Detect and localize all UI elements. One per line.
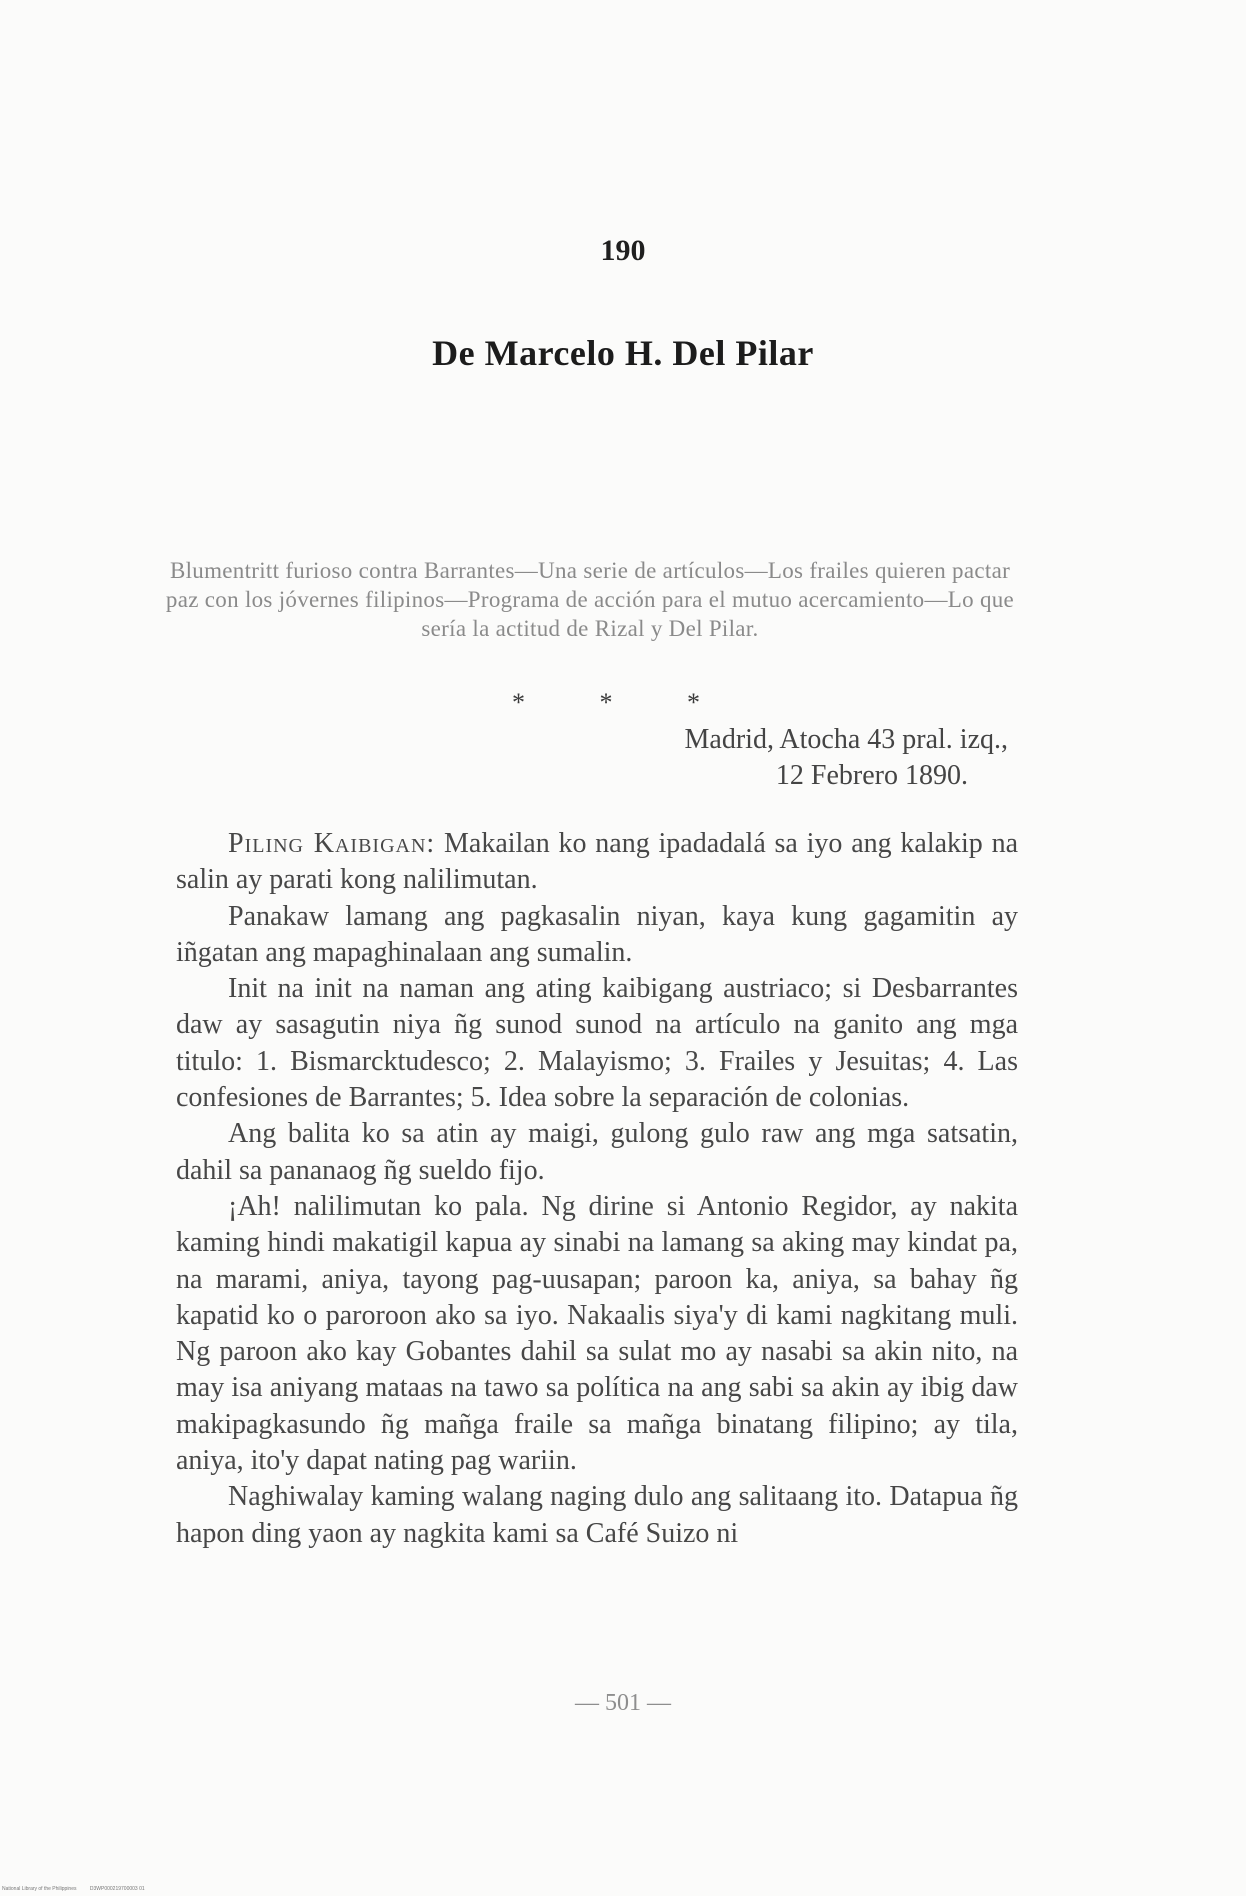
- scan-footer: [2, 1886, 157, 1892]
- paragraph-6: Naghiwalay kaming walang naging dulo ang salitaang ito. Datapua ñg hapon ding yaon ay nagkita kami sa Café Suizo ni: [176, 1481, 1018, 1549]
- page-number: 190: [600, 234, 646, 267]
- salutation: Piling Kaibigan:: [228, 828, 436, 859]
- letter-title: De Marcelo H. Del Pilar: [432, 333, 814, 373]
- footer-reference: D3WP000219700003 01: [89, 1886, 145, 1892]
- paragraph-3: Init na init na naman ang ating kaibigang austriaco; si Desbarrantes daw ay sasagutin niya ñg sunod sunod na artículo na ganito ang mga titulo: 1. Bismarcktudesco; 2. Malayismo; 3. Frailes y Jesuitas; 4. Las confesiones de Barrantes; 5. Idea sobre la separación de colonias.: [176, 973, 1018, 1114]
- paragraph-4: Ang balita ko sa atin ay maigi, gulong gulo raw ang mga satsatin, dahil sa pananaog ñg sueldo fijo.: [176, 1118, 1018, 1186]
- footer-library: National Library of the Philippines: [2, 1886, 77, 1892]
- place-and-date: [685, 722, 1008, 794]
- paragraph-5: ¡Ah! nalilimutan ko pala. Ng dirine si Antonio Regidor, ay nakita kaming hindi makatigil kapua ay sinabi na lamang sa aking may kindat pa, na marami, aniya, tayong pag-uusapan; paroon ka, aniya, sa bahay ñg kapatid ko o paroroon ako sa iyo. Nakaalis siya'y di kami nagkitang muli. Ng paroon ako kay Gobantes dahil sa sulat mo ay nasabi sa akin nito, na may isa aniyang mataas na tawo sa política na ang sabi sa akin ay ibig daw makipagkasundo ñg mañga fraile sa mañga binatang filipino; ay tila, aniya, ito'y dapat nating pag wariin.: [176, 1190, 1018, 1477]
- letter-summary: Blumentritt furioso contra Barrantes—Una serie de artículos—Los frailes quieren pactar paz con los jóvernes filipinos—Programa de acción para el mutuo acercamiento—Lo que sería la actitud de Rizal y Del Pilar.: [165, 558, 1015, 641]
- date-line: 12 Febrero 1890.: [775, 760, 968, 791]
- paragraph-text: Makailan ko nang ipadadalá sa iyo ang kalakip na salin ay parati kong nalilimutan.: [176, 828, 1019, 896]
- letter-body: [176, 826, 1018, 1552]
- folio-number: — 501 —: [575, 1690, 671, 1716]
- place-line: Madrid, Atocha 43 pral. izq.,: [684, 724, 1008, 755]
- paragraph-1: [176, 826, 1018, 899]
- section-separator: * * *: [512, 688, 734, 717]
- paragraph-2: Panakaw lamang ang pagkasalin niyan, kaya kung gagamitin ay iñgatan ang mapaghinalaan ang sumalin.: [176, 900, 1018, 968]
